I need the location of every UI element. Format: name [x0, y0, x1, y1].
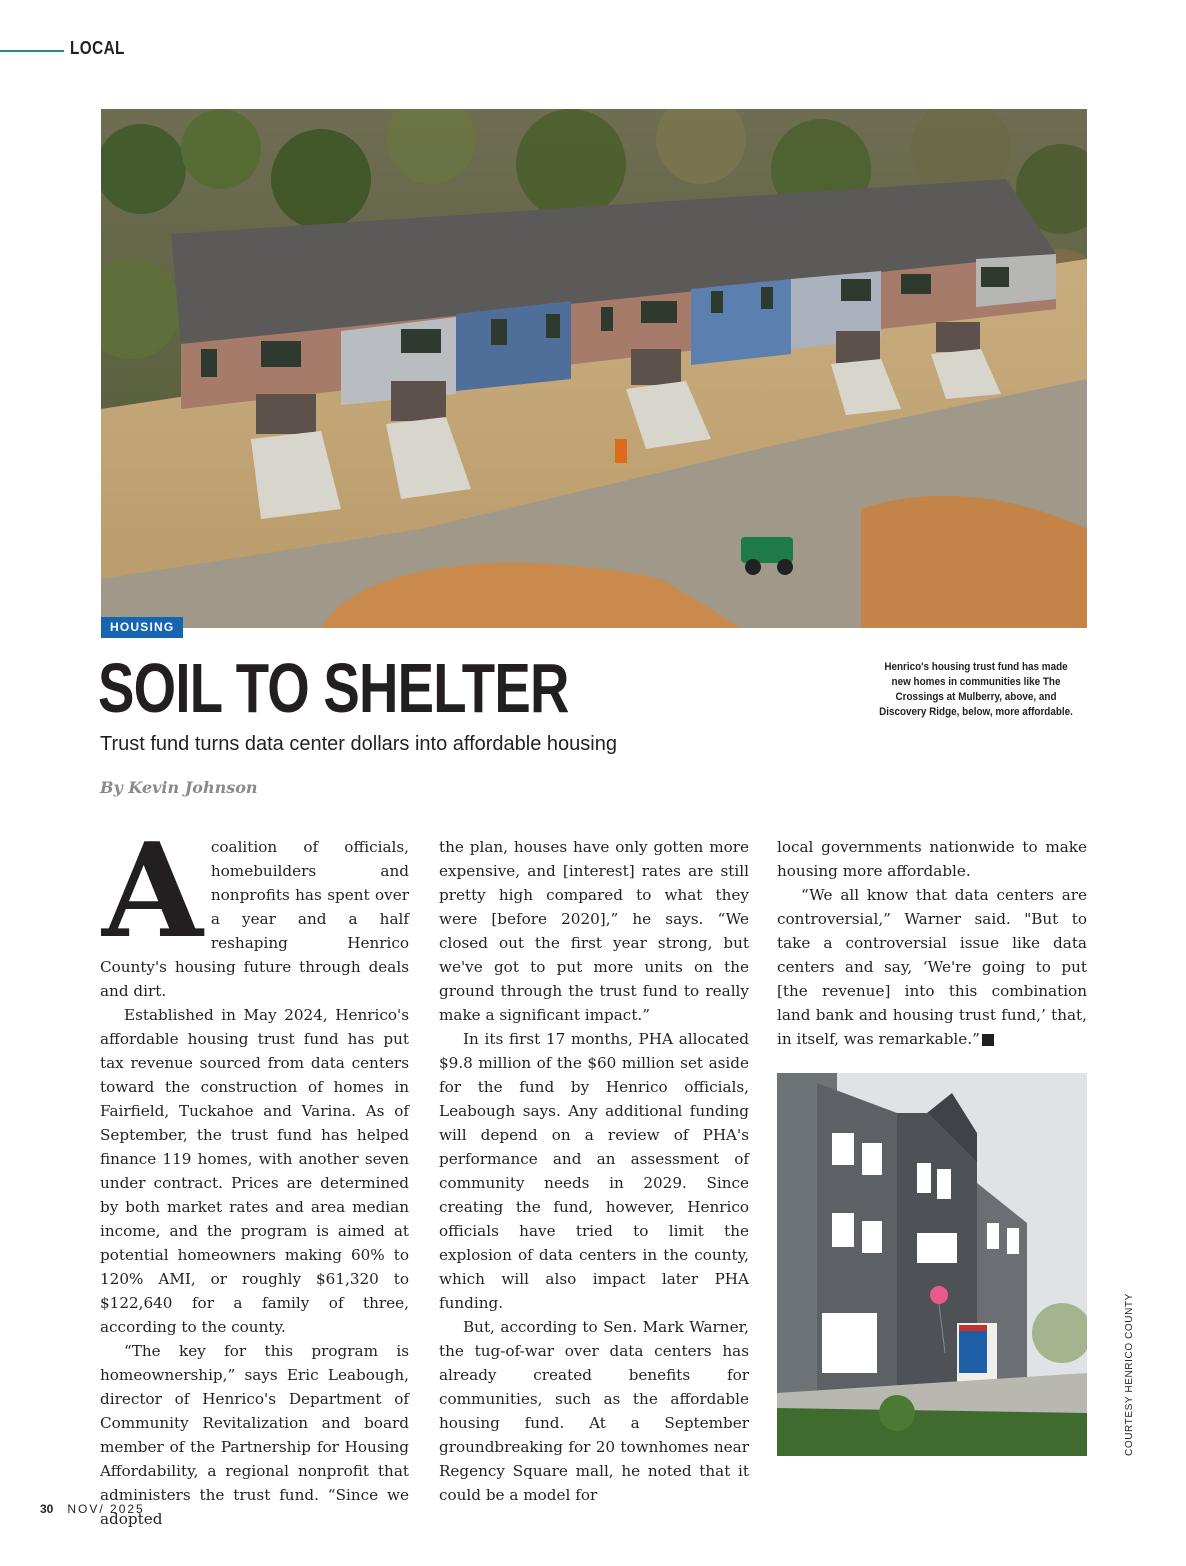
section-label: LOCAL: [70, 38, 125, 58]
paragraph: But, according to Sen. Mark Warner, the tug-of-war over data centers has already created benefits for communities, such as the affordable housing fund. At a September groundbreaking for 20 townhomes near Regency Square mall, he noted that it could be a model for: [439, 1318, 749, 1504]
paragraph: Established in May 2024, Henrico's affordable housing trust fund has put tax revenue sourced from data centers toward the construction of homes in Fairfield, Tuckahoe and Varina. As of September, the trust fund has helped finance 119 homes, with another seven under contract. Prices are determined by both market rates and area median income, and the program is aimed at potential homeowners making 60% to 120% AMI, or roughly $61,320 to $122,640 for a family of three, according to the county.: [100, 1006, 409, 1336]
drop-cap: A: [102, 814, 203, 967]
subheadline: Trust fund turns data center dollars into affordable housing: [100, 733, 617, 755]
section-rule: [0, 50, 64, 52]
paragraph: local governments nationwide to make housing more affordable.: [777, 838, 1087, 880]
issue-date: NOV/ 2025: [67, 1502, 145, 1516]
paragraph-text: “We all know that data centers are controversial,” Warner said. "But to take a controversial issue like data centers and say, ‘We're going to put [the revenue] into this combination land bank and housing trust fund,’ that, in itself, was remarkable.”: [777, 886, 1087, 1048]
paragraph: “The key for this program is homeownership,” says Eric Leabough, director of Henrico's Department of Community Revitalization and board member of the Partnership for Housing Affordability, a regional nonprofit that administers the trust fund. “Since we adopted: [100, 1342, 409, 1528]
paragraph: [777, 883, 1087, 1051]
aerial-townhomes-photo: [101, 109, 1087, 628]
body-column-3: [777, 835, 1087, 1051]
byline: By Kevin Johnson: [100, 778, 258, 797]
category-tag: HOUSING: [101, 617, 183, 638]
end-mark-icon: R: [982, 1034, 994, 1046]
paragraph: the plan, houses have only gotten more expensive, and [interest] rates are still pretty high compared to what they were [before 2020],” he says. “We closed out the first year strong, but we've got to put more units on the ground through the trust fund to really make a significant impact.”: [439, 838, 749, 1024]
paragraph: In its first 17 months, PHA allocated $9.8 million of the $60 million set aside for the fund by Henrico officials, Leabough says. Any additional funding will depend on a review of PHA's performance and an assessment of community needs in 2029. Since creating the fund, however, Henrico officials have tried to limit the explosion of data centers in the county, which will also impact later PHA funding.: [439, 1030, 749, 1312]
paragraph-text: coalition of officials, homebuilders and nonprofits has spent over a year and a half reshaping Henrico County's housing future through deals and dirt.: [100, 838, 409, 1000]
paragraph: [100, 814, 409, 1003]
photo-credit: COURTESY HENRICO COUNTY: [1124, 1293, 1135, 1456]
body-column-1: [100, 814, 409, 1531]
page-folio: [40, 1502, 145, 1516]
townhomes-photo: [777, 1073, 1087, 1456]
body-column-2: [439, 835, 749, 1507]
photo-caption: Henrico's housing trust fund has made new homes in communities like The Crossings at Mulberry, above, and Discovery Ridge, below, more affordable.: [879, 661, 1073, 718]
headline: SOIL TO SHELTER: [98, 649, 569, 727]
page-number: 30: [40, 1502, 54, 1516]
